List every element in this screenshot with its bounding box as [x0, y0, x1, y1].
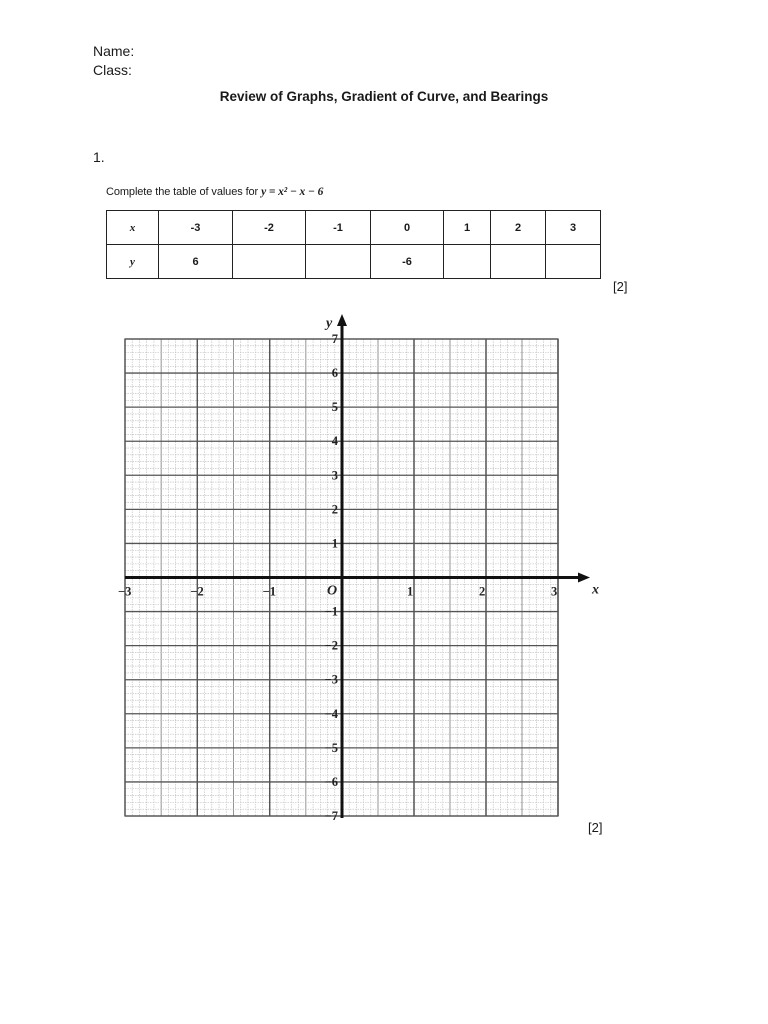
table-cell-y-answer[interactable] — [546, 245, 601, 279]
x-tick-label: −2 — [190, 584, 204, 599]
table-of-values — [106, 210, 601, 279]
x-tick-label: 2 — [479, 584, 486, 599]
x-axis-arrow-icon — [578, 573, 590, 583]
x-tick-label: 3 — [551, 584, 558, 599]
table-cell-x-value: 2 — [491, 211, 546, 245]
table-cell-x-header: x — [107, 211, 159, 245]
table-cell-y-answer[interactable] — [306, 245, 371, 279]
x-axis-title: x — [592, 582, 599, 598]
x-tick-label: −3 — [118, 584, 132, 599]
class-field-label: Class: — [93, 62, 132, 78]
name-field-label: Name: — [93, 43, 135, 59]
graph-paper[interactable] — [110, 312, 599, 827]
x-tick-label: −1 — [262, 584, 277, 599]
y-tick-label: −5 — [324, 740, 338, 755]
table-cell-y-answer[interactable] — [444, 245, 491, 279]
y-tick-label: −1 — [324, 604, 338, 619]
y-axis-arrow-icon — [337, 314, 347, 326]
y-tick-label: −7 — [324, 809, 338, 823]
y-tick-label: 4 — [331, 434, 338, 449]
table-cell-x-value: -2 — [233, 211, 306, 245]
instruction-text: Complete the table of values for — [106, 186, 262, 198]
y-tick-label: 7 — [331, 332, 338, 346]
table-cell-y-header: y — [107, 245, 159, 279]
table-cell-x-value: 3 — [546, 211, 601, 245]
instruction-equation: y = x² − x − 6 — [261, 186, 324, 198]
y-tick-label: −2 — [324, 638, 338, 653]
origin-label: O — [327, 583, 338, 599]
y-axis-title: y — [326, 316, 333, 331]
table-cell-x-value: -3 — [159, 211, 233, 245]
y-tick-label: 2 — [331, 502, 338, 517]
table-cell-x-value: -1 — [306, 211, 371, 245]
x-tick-label: 1 — [407, 584, 414, 599]
y-tick-label: −3 — [324, 672, 338, 687]
y-tick-label: 1 — [331, 536, 338, 551]
table-cell-y-value: -6 — [371, 245, 444, 279]
table-cell-y-answer[interactable] — [491, 245, 546, 279]
y-tick-label: 6 — [331, 366, 338, 381]
table-row-x — [107, 211, 601, 245]
question-instruction — [106, 186, 323, 198]
document-title: Review of Graphs, Gradient of Curve, and Bearings — [219, 89, 549, 104]
y-tick-label: 3 — [331, 468, 338, 483]
table-marks: [2] — [613, 279, 628, 294]
y-tick-label: 5 — [331, 400, 338, 415]
table-cell-y-value: 6 — [159, 245, 233, 279]
table-cell-x-value: 1 — [444, 211, 491, 245]
y-tick-label: −4 — [324, 706, 338, 721]
axes — [125, 314, 590, 818]
y-tick-label: −6 — [324, 774, 338, 789]
table-row-y — [107, 245, 601, 279]
table-cell-x-value: 0 — [371, 211, 444, 245]
question-number: 1. — [93, 149, 105, 165]
graph-marks: [2] — [588, 820, 603, 835]
table-cell-y-answer[interactable] — [233, 245, 306, 279]
